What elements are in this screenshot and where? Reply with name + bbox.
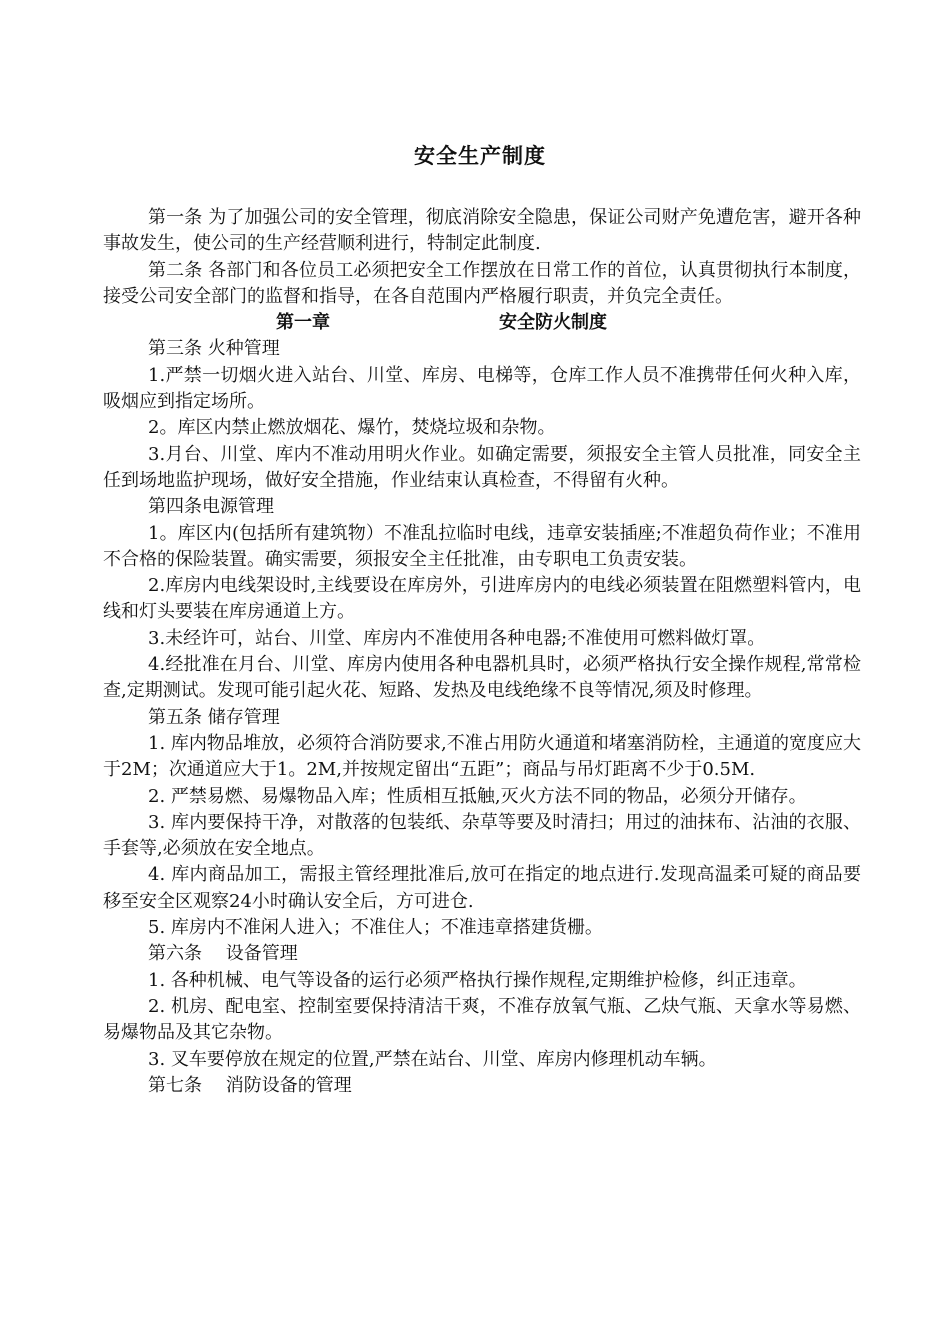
article-5-heading: 第五条 储存管理 bbox=[148, 706, 280, 728]
article-5-item-2: 2. 严禁易燃、易爆物品入库；性质相互抵触,灭火方法不同的物品，必须分开储存。 bbox=[148, 785, 807, 807]
article-4-heading: 第四条电源管理 bbox=[148, 496, 274, 518]
article-5-item-4: 4. 库内商品加工，需报主管经理批准后,放可在指定的地点进行.发现高温柔可疑的商品要移至安全区观察24小时确认安全后，方可进仓. bbox=[103, 864, 861, 912]
article-4-item-4: 4.经批准在月台、川堂、库房内使用各种电器机具时，必须严格执行安全操作规程,常常检查,定期测试。发现可能引起火花、短路、发热及电线绝缘不良等情况,须及时修理。 bbox=[103, 654, 861, 702]
article-3-heading: 第三条 火种管理 bbox=[148, 338, 280, 360]
article-4-item-3: 3.未经许可，站台、川堂、库房内不准使用各种电器;不准使用可燃料做灯罩。 bbox=[148, 627, 766, 649]
article-6-item-1: 1. 各种机械、电气等设备的运行必须严格执行操作规程,定期维护检修，纠正违章。 bbox=[148, 969, 807, 991]
article-3-item-2: 2。库区内禁止燃放烟花、爆竹，焚烧垃圾和杂物。 bbox=[148, 417, 556, 439]
article-5-item-1: 1. 库内物品堆放，必须符合消防要求,不准占用防火通道和堵塞消防栓，主通道的宽度应大于2M；次通道应大于1。2M,并按规定留出“五距”；商品与吊灯距离不少于0.5M. bbox=[103, 732, 861, 781]
document-body bbox=[103, 205, 861, 1099]
chapter-heading bbox=[103, 310, 861, 336]
article-6-item-3: 3. 叉车要停放在规定的位置,严禁在站台、川堂、库房内修理机动车辆。 bbox=[148, 1048, 717, 1070]
article-6-item-2: 2. 机房、配电室、控制室要保持清洁干爽，不准存放氧气瓶、乙炔气瓶、天拿水等易燃、易爆物品及其它杂物。 bbox=[103, 995, 861, 1044]
article-1: 第一条 为了加强公司的安全管理，彻底消除安全隐患，保证公司财产免遭危害，避开各种事故发生，使公司的生产经营顺利进行，特制定此制度. bbox=[103, 207, 861, 255]
article-4-item-2: 2.库房内电线架设时,主线要设在库房外，引进库房内的电线必须装置在阻燃塑料管内，电线和灯头要装在库房通道上方。 bbox=[103, 575, 861, 623]
chapter-name: 安全防火制度 bbox=[499, 312, 607, 334]
article-2: 第二条 各部门和各位员工必须把安全工作摆放在日常工作的首位，认真贯彻执行本制度，接受公司安全部门的监督和指导，在各自范围内严格履行职责，并负完全责任。 bbox=[103, 259, 861, 307]
article-6-heading: 第六条 设备管理 bbox=[148, 943, 298, 965]
article-7-heading: 第七条 消防设备的管理 bbox=[148, 1074, 352, 1096]
article-3-item-3: 3.月台、川堂、库内不准动用明火作业。如确定需要，须报安全主管人员批准，同安全主任到场地监护现场，做好安全措施，作业结束认真检查，不得留有火种。 bbox=[103, 443, 861, 491]
article-5-item-3: 3. 库内要保持干净，对散落的包装纸、杂草等要及时清扫；用过的油抹布、沾油的衣服、手套等,必须放在安全地点。 bbox=[103, 811, 861, 860]
document-title: 安全生产制度 bbox=[414, 144, 546, 168]
article-3-item-1: 1.严禁一切烟火进入站台、川堂、库房、电梯等，仓库工作人员不准携带任何火种入库，吸烟应到指定场所。 bbox=[103, 364, 861, 413]
chapter-number: 第一章 bbox=[276, 312, 330, 334]
article-4-item-1: 1。库区内(包括所有建筑物）不准乱拉临时电线，违章安装插座;不准超负荷作业；不准用不合格的保险装置。确实需要，须报安全主任批准，由专职电工负责安装。 bbox=[103, 522, 861, 570]
article-5-item-5: 5. 库房内不准闲人进入；不准住人；不准违章搭建货栅。 bbox=[148, 917, 603, 939]
